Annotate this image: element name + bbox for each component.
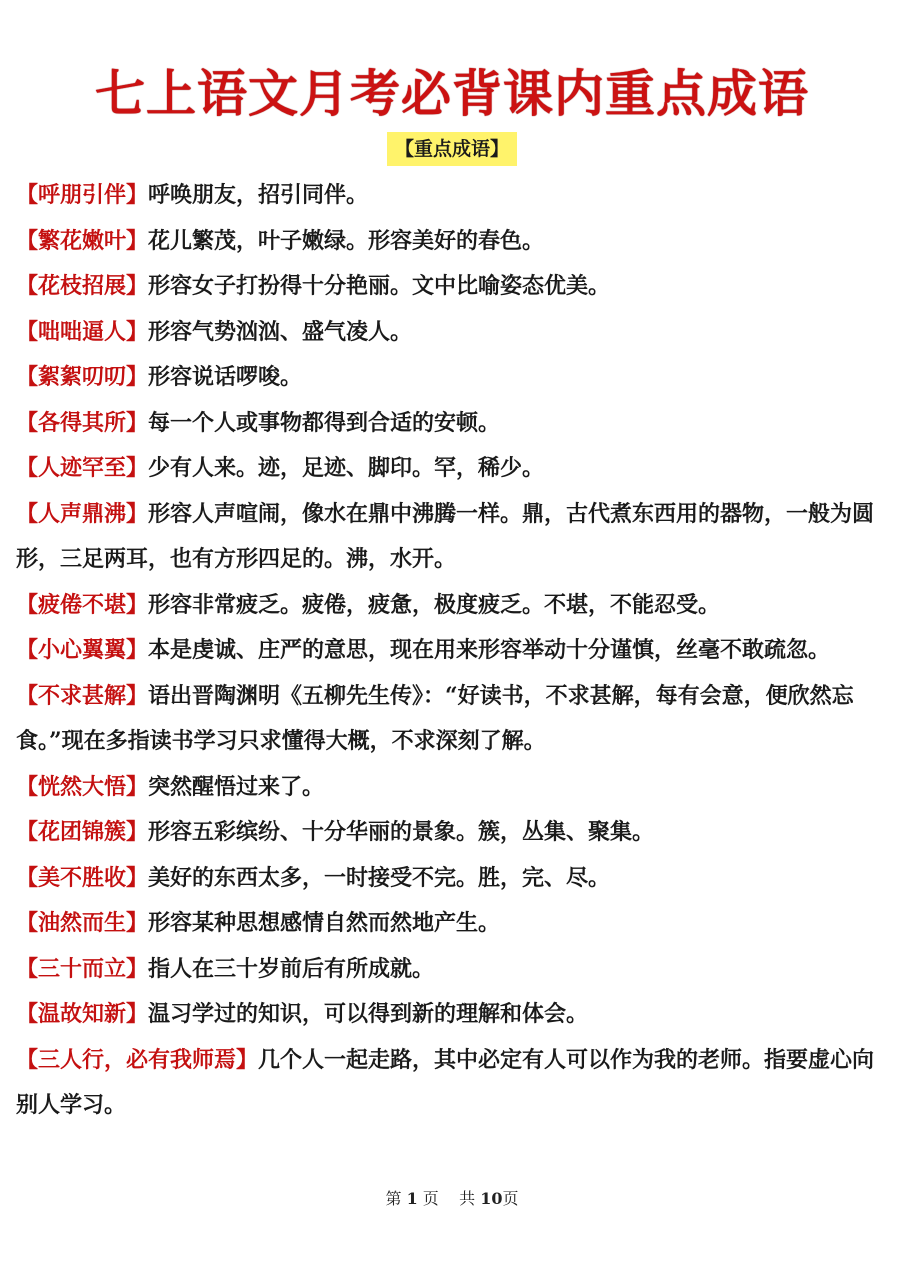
idiom-term: 【不求甚解】 [16, 683, 149, 709]
list-item [16, 674, 878, 765]
idiom-definition: 指人在三十岁前后有所成就。 [148, 955, 435, 982]
list-item [16, 1038, 878, 1129]
idiom-definition: 形容五彩缤纷、十分华丽的景象。簇，丛集、聚集。 [148, 819, 655, 845]
page-footer [0, 1185, 904, 1213]
idiom-term: 【疲倦不堪】 [16, 592, 149, 618]
idiom-term: 【花团锦簇】 [16, 820, 149, 845]
list-item [16, 219, 878, 265]
idiom-definition: 形容女子打扮得十分艳丽。文中比喻姿态优美。 [148, 273, 611, 299]
total-pages: 10 [480, 1189, 503, 1208]
list-item [16, 583, 878, 629]
idiom-definition: 突然醒悟过来了。 [148, 773, 325, 800]
idiom-definition: 温习学过的知识，可以得到新的理解和体会。 [148, 1001, 589, 1027]
page-title: 七上语文月考必背课内重点成语 [95, 65, 809, 123]
idiom-definition: 形容某种思想感情自然而然地产生。 [148, 910, 501, 936]
total-prefix: 共 [459, 1189, 476, 1208]
idiom-term: 【呼朋引伴】 [16, 183, 149, 208]
idiom-list [16, 173, 878, 1129]
idiom-term: 【繁花嫩叶】 [16, 228, 149, 254]
list-item [16, 856, 878, 902]
idiom-term: 【各得其所】 [16, 410, 149, 436]
list-item [16, 492, 878, 583]
idiom-term: 【三十而立】 [16, 956, 149, 982]
list-item [16, 446, 878, 492]
list-item [16, 264, 878, 310]
idiom-term: 【人声鼎沸】 [16, 501, 149, 527]
idiom-term: 【小心翼翼】 [16, 638, 149, 663]
idiom-definition: 形容气势汹汹、盛气凌人。 [148, 318, 413, 345]
idiom-definition: 少有人来。迹，足迹、脚印。罕，稀少。 [148, 455, 545, 481]
idiom-term: 【温故知新】 [16, 1002, 149, 1027]
idiom-term: 【油然而生】 [16, 911, 149, 936]
page-prefix: 第 [385, 1189, 402, 1208]
idiom-definition: 花儿繁茂，叶子嫩绿。形容美好的春色。 [148, 227, 545, 254]
section-tag [0, 132, 904, 166]
idiom-definition: 每一个人或事物都得到合适的安顿。 [148, 409, 501, 436]
idiom-term: 【美不胜收】 [16, 865, 149, 891]
list-item [16, 401, 878, 447]
list-item [16, 628, 878, 674]
idiom-definition: 几个人一起走路，其中必定有人可以作为我的老师。指要虚心向别人学习。 [16, 1046, 875, 1118]
page-unit: 页 [422, 1189, 439, 1208]
idiom-definition: 语出晋陶渊明《五柳先生传》：“好读书，不求甚解，每有会意，便欣然忘食。”现在多指读书学习只求懂得大概，不求深刻了解。 [16, 682, 854, 754]
list-item [16, 901, 878, 947]
idiom-definition: 形容非常疲乏。疲倦，疲惫，极度疲乏。不堪，不能忍受。 [148, 591, 721, 618]
idiom-term: 【三人行，必有我师焉】 [16, 1047, 259, 1073]
list-item [16, 355, 878, 401]
idiom-term: 【咄咄逼人】 [16, 319, 149, 345]
section-tag-label: 【重点成语】 [387, 132, 517, 166]
total-unit: 页 [502, 1189, 519, 1208]
idiom-term: 【人迹罕至】 [16, 456, 149, 481]
idiom-definition: 形容说话啰唆。 [148, 364, 303, 390]
list-item [16, 765, 878, 811]
idiom-definition: 呼唤朋友，招引同伴。 [148, 182, 369, 208]
list-item [16, 947, 878, 993]
page-number: 1 [406, 1189, 418, 1208]
idiom-definition: 形容人声喧闹，像水在鼎中沸腾一样。鼎，古代煮东西用的器物，一般为圆形，三足两耳，也有方形四足的。沸，水开。 [16, 500, 875, 572]
list-item [16, 810, 878, 856]
list-item [16, 992, 878, 1038]
idiom-term: 【花枝招展】 [16, 274, 149, 299]
list-item [16, 173, 878, 219]
idiom-definition: 美好的东西太多，一时接受不完。胜，完、尽。 [148, 864, 611, 891]
idiom-definition: 本是虔诚、庄严的意思，现在用来形容举动十分谨慎，丝毫不敢疏忽。 [148, 637, 831, 663]
idiom-term: 【絮絮叨叨】 [16, 365, 149, 390]
idiom-term: 【恍然大悟】 [16, 774, 149, 800]
list-item [16, 310, 878, 356]
